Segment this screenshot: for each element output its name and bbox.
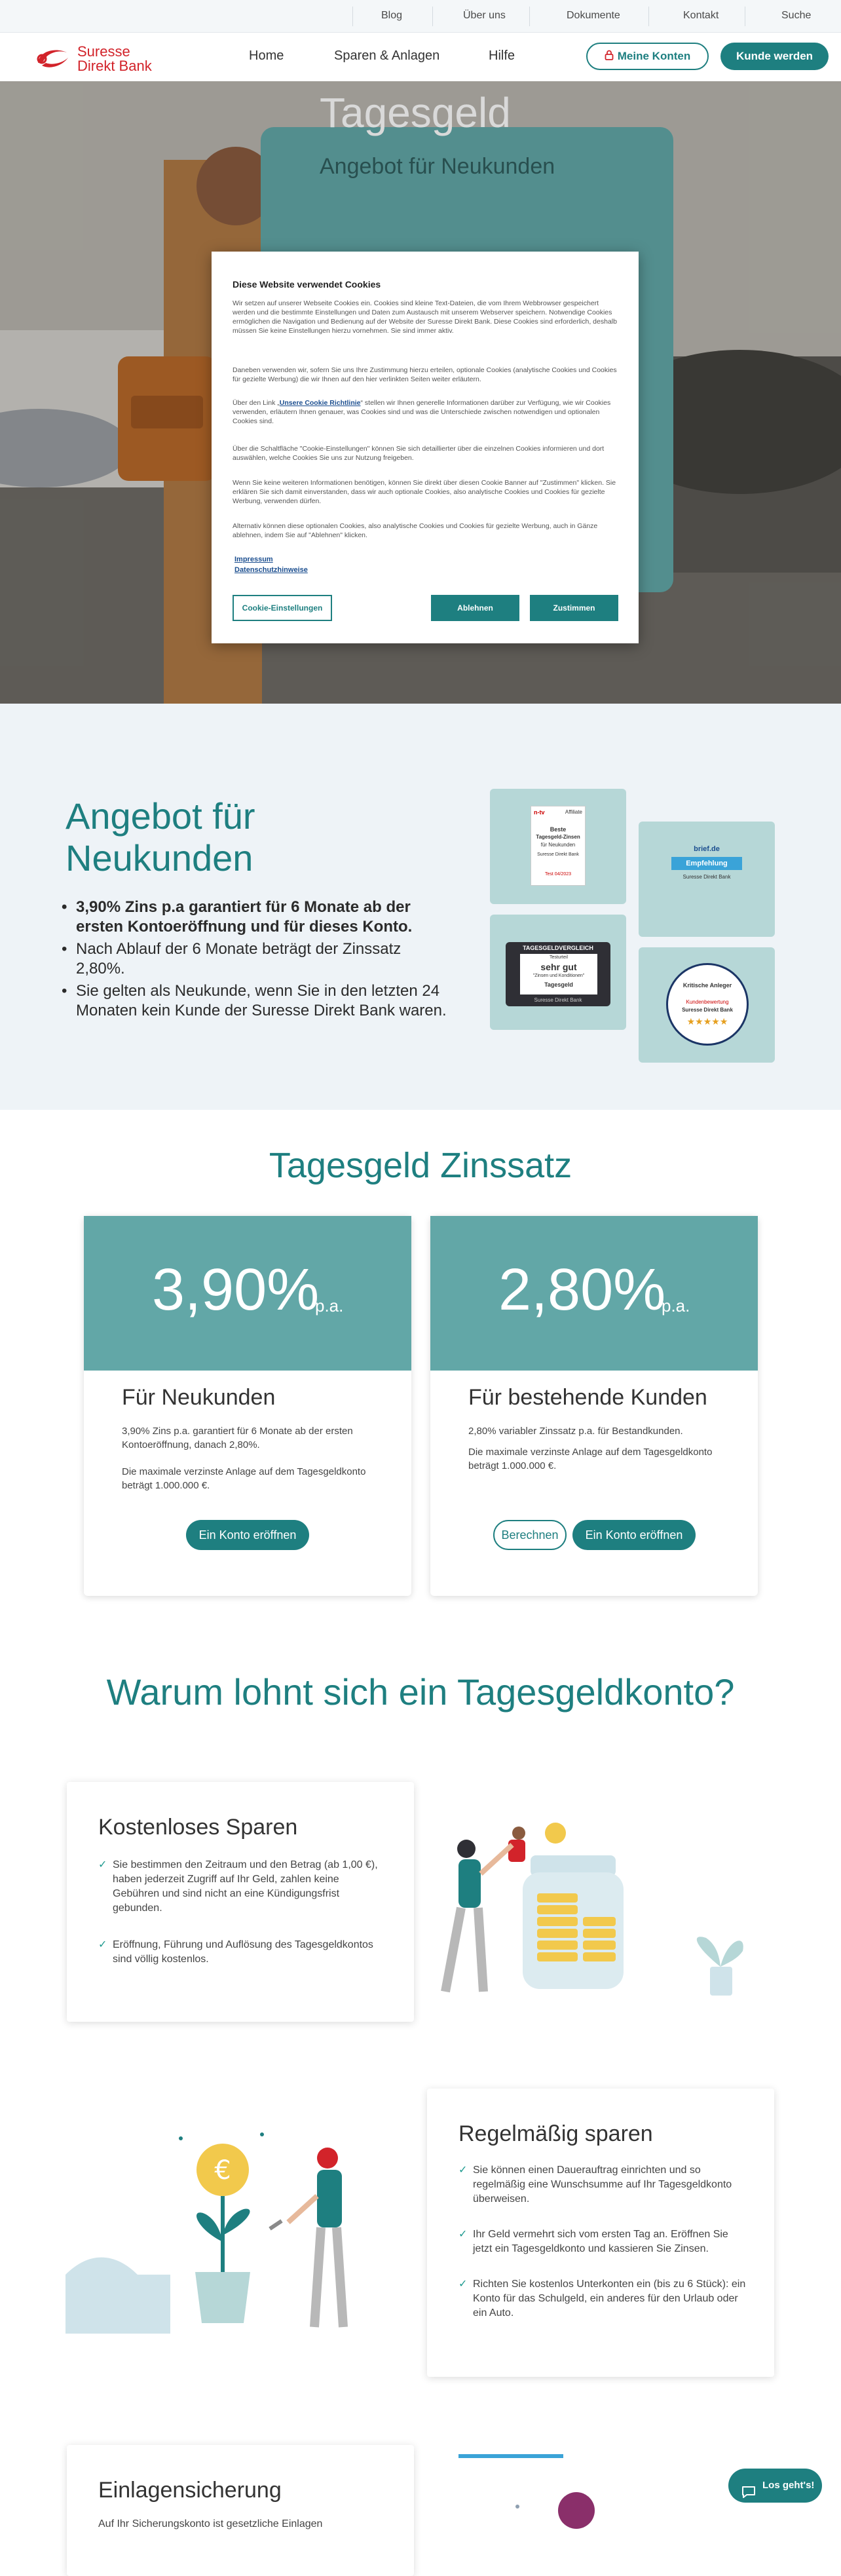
why-title: Warum lohnt sich ein Tagesgeldkonto? — [106, 1671, 735, 1713]
feature-item: Auf Ihr Sicherungskonto ist gesetzliche Einlagen — [98, 2518, 323, 2529]
become-customer-button[interactable]: Kunde werden — [720, 43, 829, 70]
separator — [352, 7, 353, 26]
badge-card: brief.de Empfehlung Suresse Direkt Bank — [671, 845, 742, 884]
brand-logo[interactable] — [33, 41, 164, 73]
nav-home[interactable]: Home — [249, 48, 284, 63]
calculate-button[interactable]: Berechnen — [493, 1520, 567, 1550]
rate-text: 3,90% Zins p.a. garantiert für 6 Monate ab der ersten Kontoeröffnung, danach 2,80%. — [122, 1426, 353, 1450]
savings-jar-illustration — [432, 1795, 799, 2011]
badge-briefde — [639, 822, 775, 937]
badge-card: n-tv Affiliate Beste Tagesgeld-Zinsen für Neukunden Suresse Direkt Bank Test 04/2023 — [531, 806, 586, 886]
check-icon: ✓ — [98, 1939, 107, 1950]
separator — [648, 7, 649, 26]
feature-item: ✓ Richten Sie kostenlos Unterkonten ein (bis zu 6 Stück): ein Konto für das Schulgeld, ein anderes für den Urlaub oder ein Auto. — [458, 2279, 746, 2319]
rate-text: Die maximale verzinste Anlage auf dem Tagesgeldkonto beträgt 1.000.000 €. — [468, 1447, 713, 1471]
feature-card-regular-saving — [427, 2089, 774, 2377]
rate-pa: p.a. — [315, 1296, 344, 1316]
cookie-paragraph: Wir setzen auf unserer Webseite Cookies ein. Cookies sind kleine Text-Dateien, die vom Ihrem Webbrowser gespeichert werden und die bestimmte Einstellungen und Daten zum Austausch mit unserem Webserver speichern. Notwendige Cookies ermöglichen die Navigation und Bedienung auf der Website der Suresse Direkt Bank. Diese Cookies sind erforderlich, deshalb müssen Sie keine Einstellungen hierzu vornehmen. Sie sind immer aktiv. — [233, 299, 617, 335]
chat-icon — [741, 2479, 756, 2513]
utility-bar — [0, 0, 841, 33]
feature-card-free-saving — [67, 1782, 414, 2022]
feature-title: Kostenloses Sparen — [98, 1815, 298, 1840]
feature-item: ✓ Sie können einen Dauerauftrag einrichten und so regelmäßig eine Wunschsumme auf Ihr Tagesgeldkonto überweisen. — [458, 2165, 732, 2205]
offer-title: Angebot für Neukunden — [65, 795, 255, 879]
svg-text:€: € — [214, 2155, 231, 2186]
open-account-button[interactable]: Ein Konto eröffnen — [572, 1520, 696, 1550]
nav-help[interactable]: Hilfe — [489, 48, 515, 63]
rate-card-new — [84, 1216, 411, 1596]
util-link-contact[interactable]: Kontakt — [683, 10, 719, 21]
brand-line1: Suresse — [77, 43, 130, 60]
nav-savings[interactable]: Sparen & Anlagen — [334, 48, 440, 63]
cookie-paragraph: Daneben verwenden wir, sofern Sie uns Ihre Zustimmung hierzu erteilen, optionale Cookies (analytische Cookies und Cookies für gezielte Werbung) die wir Ihnen auf den hier verlinkten Seiten weiter erläutern. — [233, 366, 617, 383]
money-plant-illustration — [65, 2117, 406, 2334]
badge-card: Kritische Anleger Kundenbewertung Suresse Direkt Bank ★★★★★ — [666, 963, 749, 1046]
check-icon: ✓ — [98, 1859, 107, 1870]
cookie-paragraph: Alternativ können diese optionalen Cookies, also analytische Cookies und Cookies für gezielte Werbung, auch in Gänze ablehnen, indem Sie auf "Ablehnen" klicken. — [233, 522, 598, 539]
util-link-search[interactable]: Suche — [781, 10, 812, 21]
cookie-policy-link[interactable]: Unsere Cookie Richtlinie — [279, 399, 361, 407]
chat-label: Los geht's! — [762, 2480, 815, 2491]
brand-line2: Direkt Bank — [77, 58, 152, 74]
chat-button[interactable] — [728, 2469, 822, 2503]
rate-heading: Für Neukunden — [122, 1385, 276, 1410]
rate-heading: Für bestehende Kunden — [468, 1385, 707, 1410]
rate-text: 2,80% variabler Zinssatz p.a. für Bestandkunden. — [468, 1426, 683, 1437]
cookie-paragraph: Wenn Sie keine weiteren Informationen benötigen, können Sie direkt über diesen Cookie Banner auf "Zustimmen" klicken. Sie erklären Sie sich damit einverstanden, dass wir auch optionale Cookies, also analytische Cookies und Cookies für gezielte Werbung, verwenden dürfen. — [233, 479, 616, 505]
check-icon: ✓ — [458, 2229, 468, 2240]
lock-icon — [605, 45, 614, 69]
check-icon: ✓ — [458, 2165, 468, 2176]
logo-swirl-icon — [33, 43, 73, 72]
rate-value: 2,80% — [498, 1257, 666, 1323]
offer-list — [62, 898, 448, 1023]
deposit-illustration — [452, 2454, 609, 2533]
open-account-button[interactable]: Ein Konto eröffnen — [186, 1520, 309, 1550]
feature-title: Einlagensicherung — [98, 2478, 282, 2503]
cookie-paragraph: Über die Schaltfläche "Cookie-Einstellungen" können Sie sich detaillierter über die einzelnen Cookies informieren und dort auswählen, welche Cookies Sie uns zur Nutzung freigeben. — [233, 445, 605, 462]
cookie-accept-button[interactable]: Zustimmen — [530, 595, 618, 621]
badge-kritische-anleger — [639, 947, 775, 1063]
util-link-blog[interactable]: Blog — [381, 10, 403, 21]
util-link-documents[interactable]: Dokumente — [567, 10, 620, 21]
offer-bullet: • Nach Ablauf der 6 Monate beträgt der Zinssatz 2,80%. — [62, 939, 448, 979]
badge-ntv — [490, 789, 626, 904]
feature-item: ✓ Ihr Geld vermehrt sich vom ersten Tag an. Eröffnen Sie jetzt ein Tagesgeldkonto und kassieren Sie Zinsen. — [458, 2229, 728, 2254]
impressum-link[interactable]: Impressum — [234, 556, 273, 563]
rate-pa: p.a. — [662, 1296, 690, 1316]
cookie-title: Diese Website verwendet Cookies — [233, 279, 381, 290]
feature-item: ✓ Sie bestimmen den Zeitraum und den Betrag (ab 1,00 €), haben jederzeit Zugriff auf Ihr Geld, zahlen keine Gebühren und sind nicht an eine Kündigungsfrist gebunden. — [98, 1859, 378, 1914]
cookie-paragraph-policy: Über den Link „Unsere Cookie Richtlinie“ stellen wir Ihnen generelle Informationen darüber zur Verfügung, wie wir Cookies verwenden, erläutern Ihnen genauer, was Cookies sind und was die Unterschiede zwischen notwendigen und optionalen Cookies sind. — [233, 399, 611, 425]
cookie-dialog — [212, 252, 639, 643]
util-link-about[interactable]: Über uns — [463, 10, 506, 21]
hero-subtitle: Angebot für Neukunden — [320, 154, 555, 179]
feature-card-deposit-insurance — [67, 2445, 414, 2576]
separator — [432, 7, 433, 26]
feature-title: Regelmäßig sparen — [458, 2121, 653, 2146]
separator — [529, 7, 530, 26]
rates-title: Tagesgeld Zinssatz — [269, 1146, 572, 1185]
badge-tagesgeldvergleich — [490, 915, 626, 1030]
feature-item: ✓ Eröffnung, Führung und Auflösung des Tagesgeldkontos sind völlig kostenlos. — [98, 1939, 373, 1965]
rate-card-existing — [430, 1216, 758, 1596]
main-header — [0, 33, 841, 81]
hero-title: Tagesgeld — [320, 89, 511, 136]
cookie-reject-button[interactable]: Ablehnen — [431, 595, 519, 621]
my-accounts-button[interactable] — [586, 43, 709, 70]
rate-text: Die maximale verzinste Anlage auf dem Tagesgeldkonto beträgt 1.000.000 €. — [122, 1466, 366, 1491]
my-accounts-label: Meine Konten — [617, 50, 691, 62]
rate-value: 3,90% — [152, 1257, 320, 1323]
privacy-link[interactable]: Datenschutzhinweise — [234, 566, 308, 574]
offer-bullet: • 3,90% Zins p.a garantiert für 6 Monate ab der ersten Kontoeröffnung und für dieses Konto. — [62, 898, 448, 937]
offer-section — [0, 704, 841, 1110]
badge-card: TAGESGELDVERGLEICH Testurteil sehr gut "Zinsen und Konditionen" Tagesgeld Suresse Direkt Bank — [506, 942, 610, 1006]
offer-bullet: • Sie gelten als Neukunde, wenn Sie in den letzten 24 Monaten kein Kunde der Suresse Direkt Bank waren. — [62, 981, 448, 1021]
check-icon: ✓ — [458, 2279, 468, 2290]
cookie-settings-button[interactable]: Cookie-Einstellungen — [233, 595, 332, 621]
